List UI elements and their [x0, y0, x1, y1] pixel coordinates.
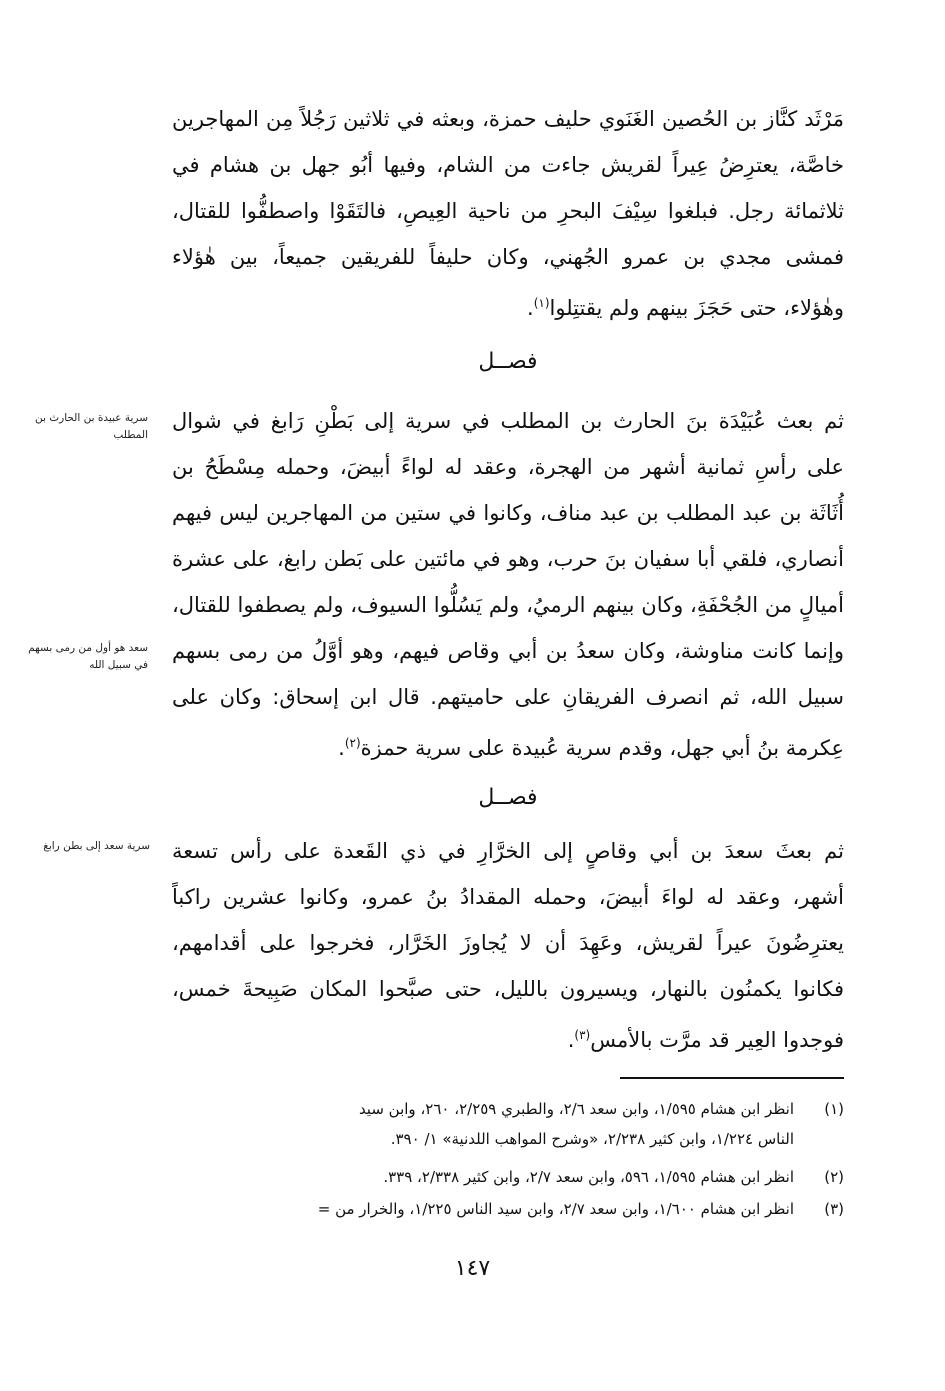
section-heading-text: فصــل: [478, 349, 538, 374]
margin-note: سرية عبيدة بن الحارث بن المطلب: [35, 412, 148, 441]
footnote: [160, 1094, 844, 1154]
footnote-line: انظر ابن هشام ١/٥٩٥، وابن سعد ٢/٦، والطبري ٢/٢٥٩، ٢٦٠، وابن سيد: [358, 1100, 794, 1118]
text-line: أميالٍ من الجُحْفَةِ، وكان بينهم الرميُ، ولم يَسُلُّوا السيوف، ولم يصطفوا للقتال،: [172, 593, 844, 617]
footnote-ref: (٣): [574, 1028, 591, 1042]
text-line: سبيل الله، ثم انصرف الفريقانِ على حاميتهم. قال ابن إسحاق: وكان على: [172, 685, 844, 709]
page-number: ١٤٧: [454, 1256, 491, 1281]
text-line: أنصاري، فلقي أبا سفيان بنَ حرب، وهو في مائتين على بَطن رابغ، على عشرة: [172, 547, 844, 571]
footnote-number: (١): [824, 1100, 844, 1118]
text-line: ثم بعث عُبَيْدَة بنَ الحارث بن المطلب في سرية إلى بَطْنِ رَابغ في شوال: [172, 409, 844, 433]
footnote-number: (٣): [824, 1200, 844, 1218]
text-line: مَرْثَد كنَّاز بن الحُصين الغَنَوي حليف حمزة، وبعثه في ثلاثين رَجُلاً مِن المهاجرين: [172, 107, 844, 131]
section-heading-text: فصــل: [478, 785, 538, 810]
text-line-last: عِكرمة بنُ أبي جهل، وقدم سرية عُبيدة على سرية حمزة$^{(٢)}$.: [338, 736, 844, 760]
text-line-last: وهٰؤلاء، حتى حَجَزَ بينهم ولم يقتتِلوا$^{(١)}$.: [527, 296, 844, 320]
paragraph-1: [172, 96, 844, 326]
text-line: أُثَاثَة بن عبد المطلب بن عبد مناف، وكانوا في ستين من المهاجرين ليس فيهم: [172, 501, 844, 525]
text-line: ثلاثمائة رجل. فبلغوا سِيْفَ البحرِ من ناحية العِيصِ، فالتَقَوْا واصطفُّوا للقتال،: [172, 199, 844, 223]
footnotes: [160, 1094, 844, 1224]
text-line: ثم بعثَ سعدَ بن أبي وقاصٍ إلى الخرَّارِ في ذي القَعدة على رأس تسعة: [172, 839, 844, 863]
section-heading: [172, 785, 844, 810]
text-span: وهٰؤلاء، حتى حَجَزَ بينهم ولم يقتتِلوا: [549, 296, 844, 320]
section-heading: [172, 349, 844, 374]
footnote-text: [160, 1162, 794, 1192]
text-line: أشهر، وعقد له لواءَ أبيضَ، وحمله المقدادُ بنُ عمرو، وكانوا عشرين راكباً: [172, 885, 844, 909]
text-line: فكانوا يكمنُون بالنهار، ويسيرون بالليل، حتى صبَّحوا المكان صَبِيحةَ خمس،: [172, 977, 844, 1001]
text-line-last: فوجدوا العِير قد مرَّت بالأمس$^{(٣)}$.: [567, 1028, 844, 1052]
footnote-divider: [620, 1077, 844, 1079]
paragraph-2: [172, 398, 844, 766]
text-span: فوجدوا العِير قد مرَّت بالأمس: [590, 1028, 844, 1052]
footnote-line: انظر ابن هشام ١/٦٠٠، وابن سعد ٢/٧، وابن سيد الناس ١/٢٢٥، والخرار من =: [317, 1200, 794, 1218]
footnote-text: [160, 1094, 794, 1154]
footnote: [160, 1194, 844, 1224]
footnote-line: انظر ابن هشام ١/٥٩٥، ٥٩٦، وابن سعد ٢/٧، وابن كثير ٢/٣٣٨، ٣٣٩.: [383, 1168, 794, 1186]
text-span: عِكرمة بنُ أبي جهل، وقدم سرية عُبيدة على سرية حمزة: [360, 736, 844, 760]
footnote-text: [160, 1194, 794, 1224]
paragraph-3: [172, 828, 844, 1058]
margin-note: سعد هو أول من رمى بسهم في سبيل الله: [28, 642, 148, 671]
footnote: [160, 1162, 844, 1192]
text-line: فمشى مجدي بن عمرو الجُهني، وكان حليفاً للفريقين جميعاً، بين هٰؤلاء: [172, 245, 844, 269]
footnote-ref: (٢): [344, 736, 361, 750]
footnote-ref: (١): [533, 296, 550, 310]
margin-note: سرية سعد إلى بطن رابغ: [43, 840, 150, 852]
text-line: يعترِضُونَ عيراً لقريش، وعَهِدَ أن لا يُجاوزَ الخَرَّار، فخرجوا على أقدامهم،: [172, 931, 844, 955]
text-line: وإنما كانت مناوشة، وكان سعدُ بن أبي وقاص فيهم، وهو أوَّلُ من رمى بسهم: [172, 639, 844, 663]
text-line: خاصَّة، يعترِضُ عِيراً لقريش جاءت من الشام، وفيها أبُو جهل بن هشام في: [172, 153, 844, 177]
text-line: على رأسِ ثمانية أشهر من الهجرة، وعقد له لواءً أبيضَ، وحمله مِسْطَحُ بن: [172, 455, 844, 479]
footnote-line: الناس ١/٢٢٤، وابن كثير ٢/٢٣٨، «وشرح المواهب اللدنية» ١/ ٣٩٠.: [390, 1130, 794, 1148]
footnote-number: (٢): [824, 1168, 844, 1186]
